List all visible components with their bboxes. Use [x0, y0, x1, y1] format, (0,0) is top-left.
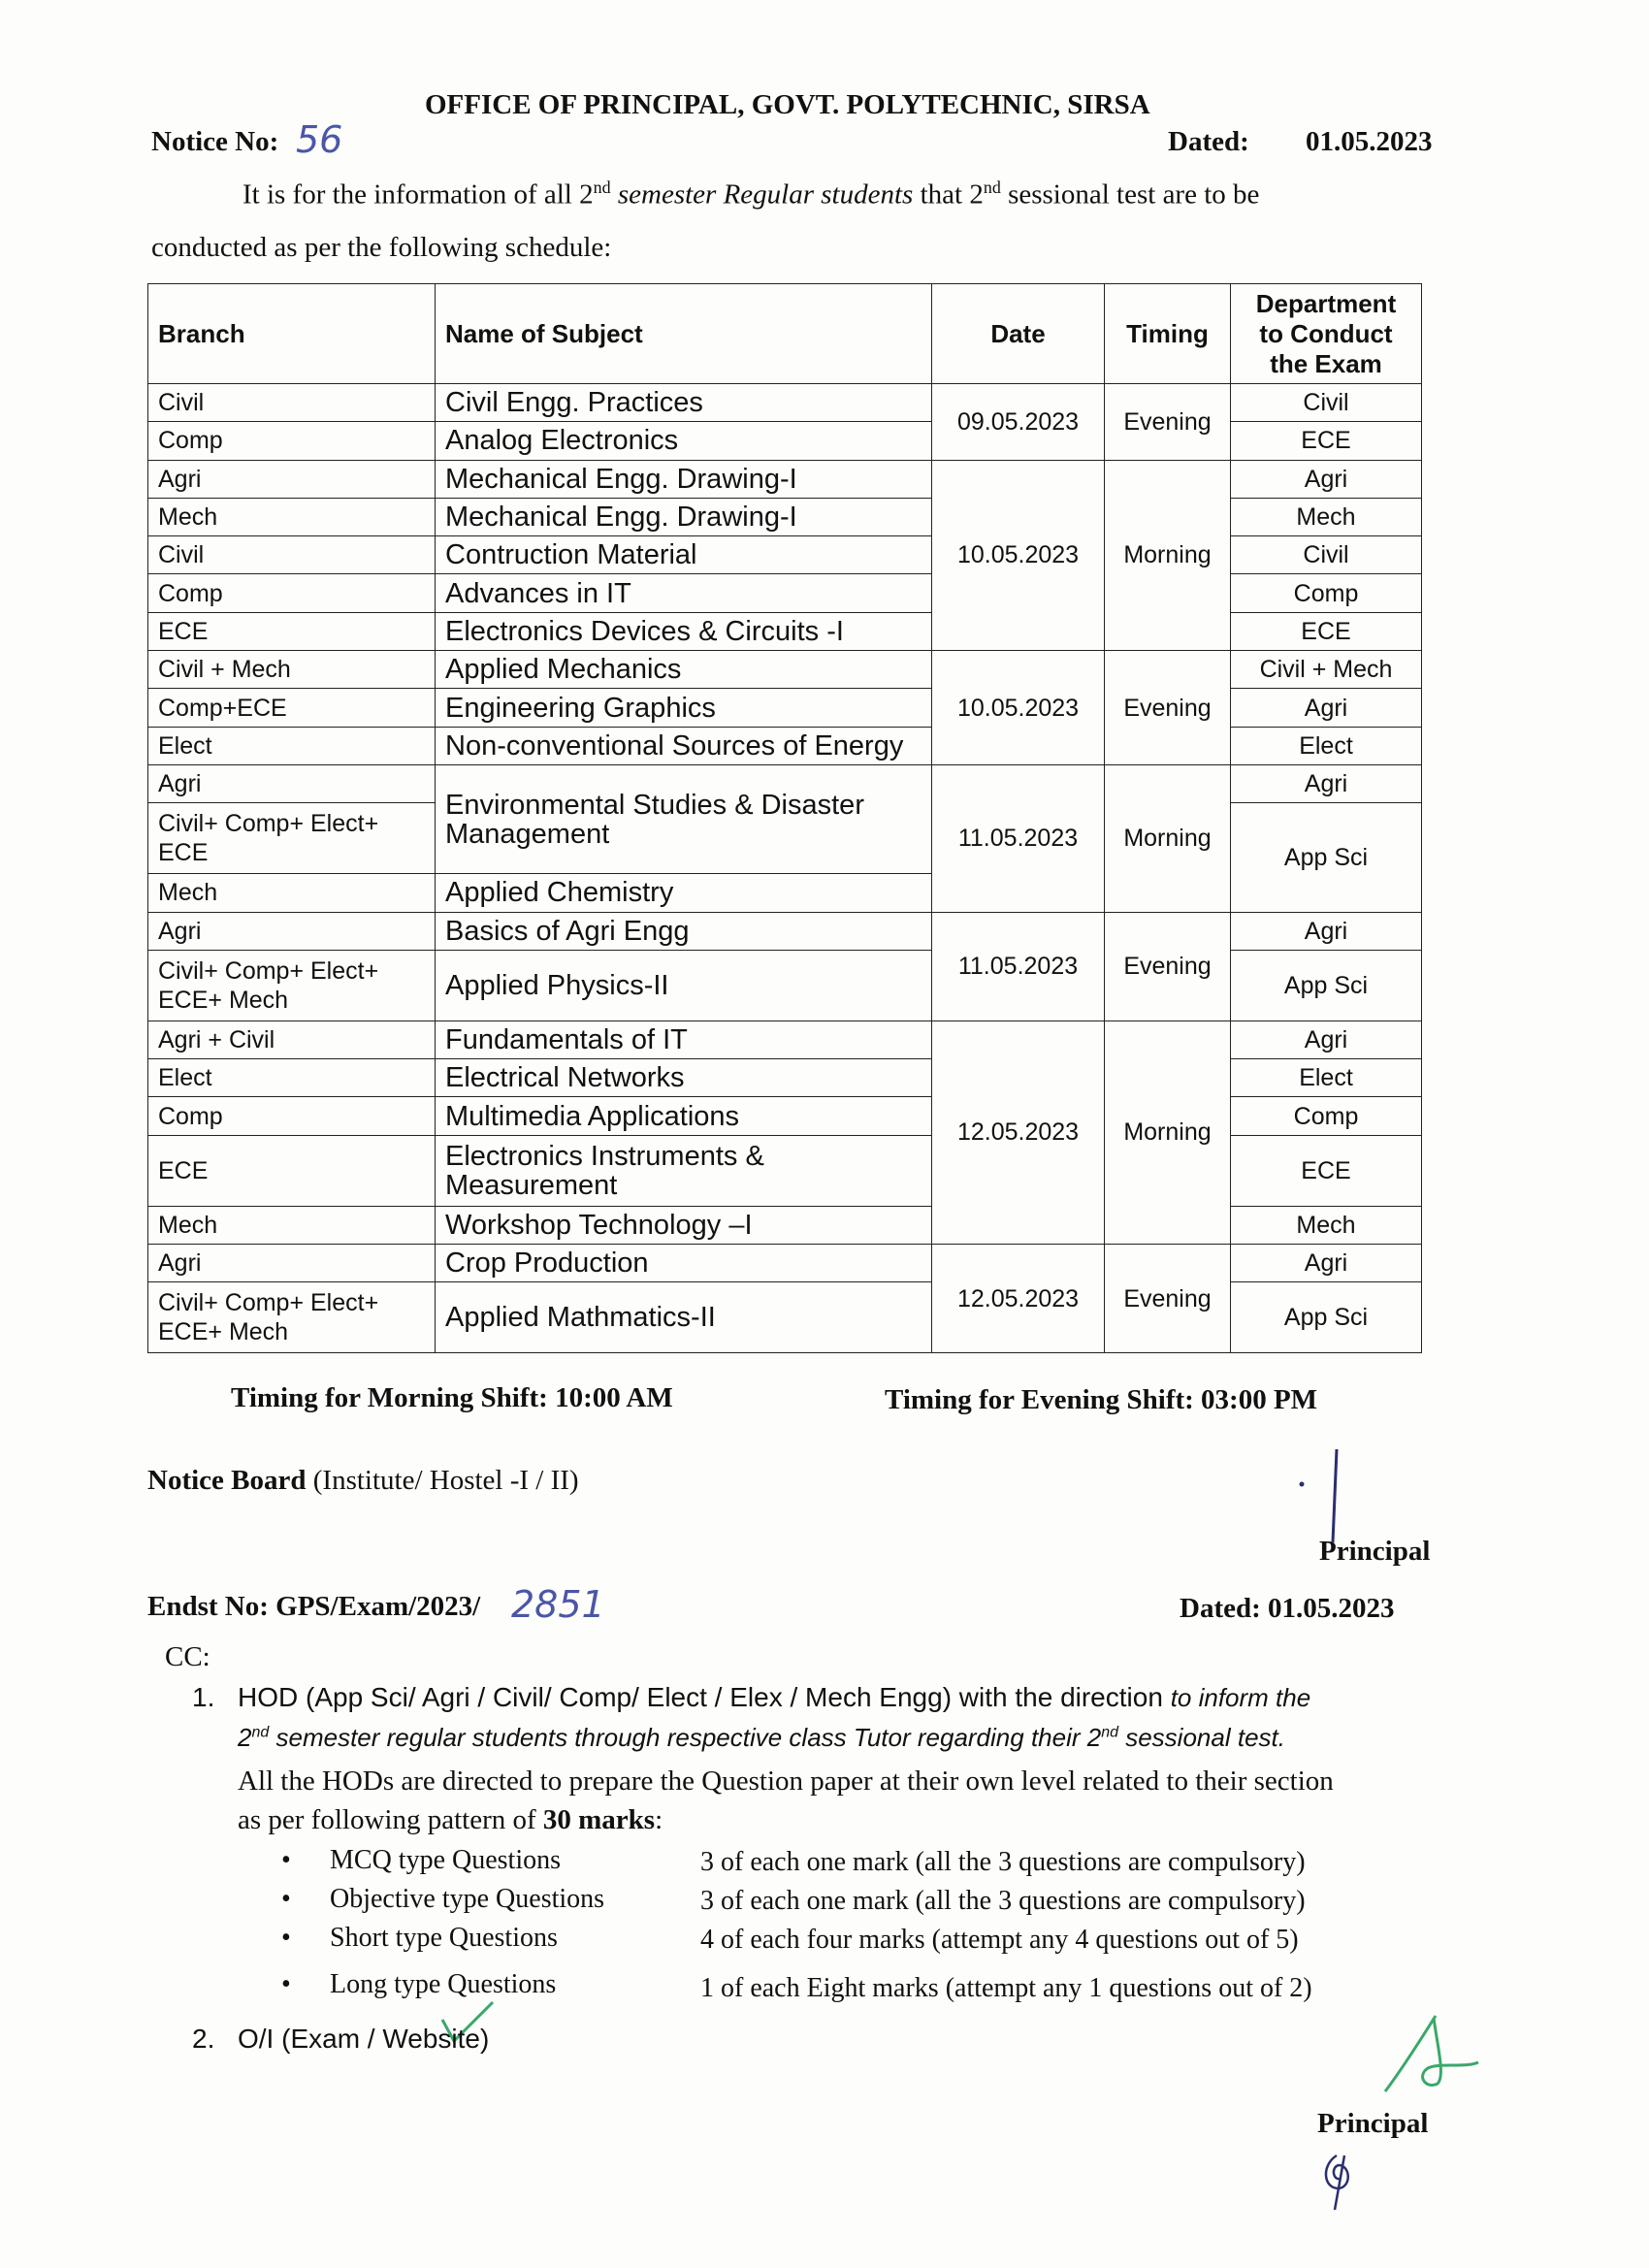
dept-cell: App Sci [1231, 1282, 1422, 1353]
branch-cell: Comp+ECE [148, 689, 436, 727]
branch-cell: Comp [148, 574, 436, 612]
principal-label-2: Principal [1317, 2108, 1429, 2139]
dept-cell: Mech [1231, 498, 1422, 535]
table-row [148, 1245, 1422, 1282]
dept-cell: Agri [1231, 1245, 1422, 1282]
table-row [148, 460, 1422, 498]
branch-cell: Mech [148, 1206, 436, 1244]
office-title: OFFICE OF PRINCIPAL, GOVT. POLYTECHNIC, SIRSA [425, 89, 1150, 120]
table-row [148, 950, 1422, 1021]
dept-cell: Comp [1231, 574, 1422, 612]
dept-cell: ECE [1231, 612, 1422, 650]
dept-cell: Elect [1231, 1059, 1422, 1097]
bullet-icon: • [281, 1845, 291, 1875]
subject-cell: Applied Mechanics [436, 651, 932, 689]
timing-cell: Evening [1105, 912, 1231, 1021]
column-header-timing: Timing [1105, 284, 1231, 384]
subject-cell: Applied Chemistry [436, 874, 932, 912]
endst-dated: Dated: 01.05.2023 [1180, 1593, 1395, 1624]
subject-cell: Civil Engg. Practices [436, 384, 932, 422]
bullet-icon: • [281, 1969, 291, 1999]
dept-cell: ECE [1231, 422, 1422, 460]
branch-cell: Comp [148, 422, 436, 460]
cc-item-2-text: O/I (Exam / Website) [238, 2024, 490, 2054]
notice-number-handwritten: 56 [296, 118, 343, 161]
subject-cell: Engineering Graphics [436, 689, 932, 727]
subject-cell: Analog Electronics [436, 422, 932, 460]
evening-shift-timing: Timing for Evening Shift: 03:00 PM [885, 1384, 1318, 1415]
table-row [148, 727, 1422, 764]
branch-cell: Civil + Mech [148, 651, 436, 689]
subject-cell: Workshop Technology –I [436, 1206, 932, 1244]
subject-cell: Basics of Agri Engg [436, 912, 932, 950]
table-row [148, 422, 1422, 460]
subject-cell: Contruction Material [436, 536, 932, 574]
dept-cell: Agri [1231, 460, 1422, 498]
date-cell: 10.05.2023 [932, 460, 1105, 650]
cc-item-1-line-1: HOD (App Sci/ Agri / Civil/ Comp/ Elect / Elex / Mech Engg) with the direction to inform the [238, 1682, 1311, 1712]
table-row [148, 1059, 1422, 1097]
branch-cell: Comp [148, 1097, 436, 1135]
subject-cell: Mechanical Engg. Drawing-I [436, 498, 932, 535]
branch-cell: Mech [148, 498, 436, 535]
subject-cell: Electronics Instruments & Measurement [436, 1135, 932, 1206]
notice-number-label: Notice No: [151, 126, 279, 157]
table-row [148, 1135, 1422, 1206]
table-row [148, 574, 1422, 612]
dept-cell: Mech [1231, 1206, 1422, 1244]
subject-cell: Multimedia Applications [436, 1097, 932, 1135]
subject-cell: Applied Physics-II [436, 950, 932, 1021]
dept-cell: Civil [1231, 536, 1422, 574]
date-cell: 12.05.2023 [932, 1245, 1105, 1353]
endst-number-handwritten: 2851 [511, 1583, 605, 1626]
cc-item-1-line-4: as per following pattern of 30 marks: [238, 1804, 663, 1835]
table-row [148, 651, 1422, 689]
table-row [148, 498, 1422, 535]
subject-cell: Crop Production [436, 1245, 932, 1282]
morning-shift-timing: Timing for Morning Shift: 10:00 AM [231, 1382, 673, 1413]
table-row [148, 1021, 1422, 1058]
dept-cell: Agri [1231, 689, 1422, 727]
date-cell: 11.05.2023 [932, 764, 1105, 912]
exam-schedule-table [147, 283, 1422, 1353]
branch-cell: Agri + Civil [148, 1021, 436, 1058]
branch-cell: Mech [148, 874, 436, 912]
column-header-branch: Branch [148, 284, 436, 384]
branch-cell: ECE [148, 1135, 436, 1206]
dept-cell: Agri [1231, 1021, 1422, 1058]
column-header-date: Date [932, 284, 1105, 384]
table-row [148, 384, 1422, 422]
branch-cell: ECE [148, 612, 436, 650]
timing-cell: Morning [1105, 764, 1231, 912]
branch-cell: Agri [148, 912, 436, 950]
dept-cell: Agri [1231, 912, 1422, 950]
branch-cell: Agri [148, 1245, 436, 1282]
subject-cell: Environmental Studies & Disaster Management [436, 764, 932, 873]
branch-cell: Civil+ Comp+ Elect+ ECE+ Mech [148, 950, 436, 1021]
dept-cell: Agri [1231, 764, 1422, 802]
timing-cell: Morning [1105, 1021, 1231, 1244]
principal-label-1: Principal [1319, 1536, 1431, 1567]
endst-number-label: Endst No: GPS/Exam/2023/ [147, 1591, 481, 1622]
table-row [148, 912, 1422, 950]
date-cell: 09.05.2023 [932, 384, 1105, 461]
branch-cell: Agri [148, 460, 436, 498]
dept-cell: Civil + Mech [1231, 651, 1422, 689]
column-header-subject: Name of Subject [436, 284, 932, 384]
table-row [148, 1282, 1422, 1353]
dated-label: Dated: [1168, 126, 1249, 157]
timing-cell: Morning [1105, 460, 1231, 650]
column-header-department: Department to Conduct the Exam [1231, 284, 1422, 384]
timing-cell: Evening [1105, 651, 1231, 765]
bullet-icon: • [281, 1923, 291, 1953]
date-cell: 12.05.2023 [932, 1021, 1105, 1244]
timing-cell: Evening [1105, 384, 1231, 461]
subject-cell: Electrical Networks [436, 1059, 932, 1097]
branch-cell: Civil [148, 536, 436, 574]
table-row [148, 1206, 1422, 1244]
subject-cell: Fundamentals of IT [436, 1021, 932, 1058]
dept-cell: Comp [1231, 1097, 1422, 1135]
dept-cell: Elect [1231, 727, 1422, 764]
branch-cell: Elect [148, 727, 436, 764]
cc-item-2-number: 2. [192, 2024, 215, 2054]
branch-cell: Elect [148, 1059, 436, 1097]
subject-cell: Electronics Devices & Circuits -I [436, 612, 932, 650]
dept-cell: App Sci [1231, 803, 1422, 912]
branch-cell: Civil [148, 384, 436, 422]
branch-cell: Civil+ Comp+ Elect+ ECE+ Mech [148, 1282, 436, 1353]
date-cell: 10.05.2023 [932, 651, 1105, 765]
notice-board-line: Notice Board (Institute/ Hostel -I / II) [147, 1465, 579, 1496]
principal-initial-mark [1317, 2146, 1366, 2214]
table-row [148, 612, 1422, 650]
branch-cell: Civil+ Comp+ Elect+ ECE [148, 803, 436, 874]
intro-line-2: conducted as per the following schedule: [151, 232, 612, 263]
timing-cell: Evening [1105, 1245, 1231, 1353]
principal-signature-2 [1377, 2008, 1484, 2095]
subject-cell: Advances in IT [436, 574, 932, 612]
cc-item-1-line-2: 2nd semester regular students through respective class Tutor regarding their 2nd sessional test. [238, 1723, 1285, 1752]
date-cell: 11.05.2023 [932, 912, 1105, 1021]
table-row [148, 536, 1422, 574]
dated-value: 01.05.2023 [1306, 126, 1433, 157]
table-row [148, 689, 1422, 727]
subject-cell: Mechanical Engg. Drawing-I [436, 460, 932, 498]
cc-label: CC: [165, 1641, 210, 1672]
dept-cell: App Sci [1231, 950, 1422, 1021]
dept-cell: ECE [1231, 1135, 1422, 1206]
intro-line-1: It is for the information of all 2nd semester Regular students that 2nd sessional test are to be [242, 178, 1260, 211]
table-row [148, 764, 1422, 802]
table-row [148, 1097, 1422, 1135]
cc-item-1-number: 1. [192, 1682, 215, 1712]
cc-item-1-line-3: All the HODs are directed to prepare the Question paper at their own level related to their section [238, 1766, 1334, 1797]
bullet-icon: • [281, 1884, 291, 1914]
branch-cell: Agri [148, 764, 436, 802]
table-header-row [148, 284, 1422, 384]
subject-cell: Applied Mathmatics-II [436, 1282, 932, 1353]
dept-cell: Civil [1231, 384, 1422, 422]
subject-cell: Non-conventional Sources of Energy [436, 727, 932, 764]
